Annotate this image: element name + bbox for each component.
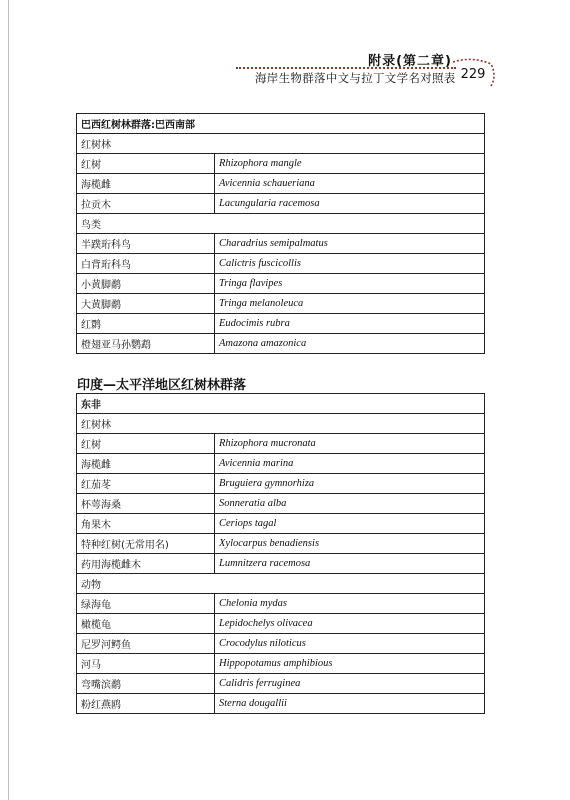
latin-name: Crocodylus niloticus — [215, 634, 485, 654]
species-table-brazil — [76, 113, 485, 354]
latin-name: Lacungularia racemosa — [215, 194, 485, 214]
chinese-name: 半蹼珩科鸟 — [77, 234, 215, 254]
latin-name: Charadrius semipalmatus — [215, 234, 485, 254]
latin-name: Chelonia mydas — [215, 594, 485, 614]
group-name: 红树林 — [77, 134, 485, 154]
section-heading: 印度—太平洋地区红树林群落 — [77, 378, 247, 393]
chinese-name: 橄榄龟 — [77, 614, 215, 634]
latin-name: Rhizophora mangle — [215, 154, 485, 174]
latin-name: Sterna dougallii — [215, 694, 485, 714]
chinese-name: 红茄苳 — [77, 474, 215, 494]
group-header-row — [77, 414, 485, 434]
chinese-name: 弯嘴滨鹬 — [77, 674, 215, 694]
latin-name: Xylocarpus benadiensis — [215, 534, 485, 554]
table-row — [77, 314, 485, 334]
latin-name: Amazona amazonica — [215, 334, 485, 354]
table-row — [77, 614, 485, 634]
group-name: 动物 — [77, 574, 485, 594]
chinese-name: 橙翅亚马孙鹦鹉 — [77, 334, 215, 354]
chinese-name: 绿海龟 — [77, 594, 215, 614]
table-title-row — [77, 394, 485, 414]
chinese-name: 尼罗河鳄鱼 — [77, 634, 215, 654]
group-name: 红树林 — [77, 414, 485, 434]
chinese-name: 河马 — [77, 654, 215, 674]
latin-name: Avicennia schaueriana — [215, 174, 485, 194]
chinese-name: 海榄雌 — [77, 454, 215, 474]
table-row — [77, 434, 485, 454]
latin-name: Lepidochelys olivacea — [215, 614, 485, 634]
latin-name: Calidris ferruginea — [215, 674, 485, 694]
table-row — [77, 454, 485, 474]
latin-name: Ceriops tagal — [215, 514, 485, 534]
chinese-name: 海榄雌 — [77, 174, 215, 194]
page-edge-line — [8, 0, 9, 800]
table-row — [77, 554, 485, 574]
group-name: 鸟类 — [77, 214, 485, 234]
latin-name: Bruguiera gymnorhiza — [215, 474, 485, 494]
table-row — [77, 334, 485, 354]
chinese-name: 白背珩科鸟 — [77, 254, 215, 274]
chinese-name: 杯萼海桑 — [77, 494, 215, 514]
latin-name: Hippopotamus amphibious — [215, 654, 485, 674]
chinese-name: 红树 — [77, 434, 215, 454]
header-dotted-rule — [236, 67, 456, 69]
table-row — [77, 174, 485, 194]
page-number: 229 — [460, 67, 486, 82]
group-header-row — [77, 574, 485, 594]
table-row — [77, 674, 485, 694]
chinese-name: 红树 — [77, 154, 215, 174]
chinese-name: 特种红树(无常用名) — [77, 534, 215, 554]
table-row — [77, 274, 485, 294]
running-title: 海岸生物群落中文与拉丁文学名对照表 — [255, 71, 456, 85]
latin-name: Tringa melanoleuca — [215, 294, 485, 314]
chapter-header: 附录(第二章) — [368, 54, 452, 69]
latin-name: Eudocimis rubra — [215, 314, 485, 334]
group-header-row — [77, 134, 485, 154]
chinese-name: 小黄脚鹬 — [77, 274, 215, 294]
table-title-row — [77, 114, 485, 134]
table-row — [77, 154, 485, 174]
latin-name: Lumnitzera racemosa — [215, 554, 485, 574]
chinese-name: 大黄脚鹬 — [77, 294, 215, 314]
table-row — [77, 534, 485, 554]
table-row — [77, 594, 485, 614]
table-row — [77, 634, 485, 654]
table-row — [77, 254, 485, 274]
table-row — [77, 194, 485, 214]
table-row — [77, 514, 485, 534]
chinese-name: 角果木 — [77, 514, 215, 534]
species-table-east-africa — [76, 393, 485, 714]
table-row — [77, 294, 485, 314]
table-row — [77, 474, 485, 494]
latin-name: Tringa flavipes — [215, 274, 485, 294]
latin-name: Rhizophora mucronata — [215, 434, 485, 454]
latin-name: Avicennia marina — [215, 454, 485, 474]
table-row — [77, 234, 485, 254]
table-row — [77, 494, 485, 514]
table-title: 巴西红树林群落:巴西南部 — [77, 114, 485, 134]
latin-name: Sonneratia alba — [215, 494, 485, 514]
chinese-name: 拉贡木 — [77, 194, 215, 214]
table-title: 东非 — [77, 394, 485, 414]
table-row — [77, 654, 485, 674]
chinese-name: 药用海榄雌木 — [77, 554, 215, 574]
chinese-name: 红鹮 — [77, 314, 215, 334]
table-row — [77, 694, 485, 714]
group-header-row — [77, 214, 485, 234]
latin-name: Calictris fuscicollis — [215, 254, 485, 274]
chinese-name: 粉红燕鸥 — [77, 694, 215, 714]
